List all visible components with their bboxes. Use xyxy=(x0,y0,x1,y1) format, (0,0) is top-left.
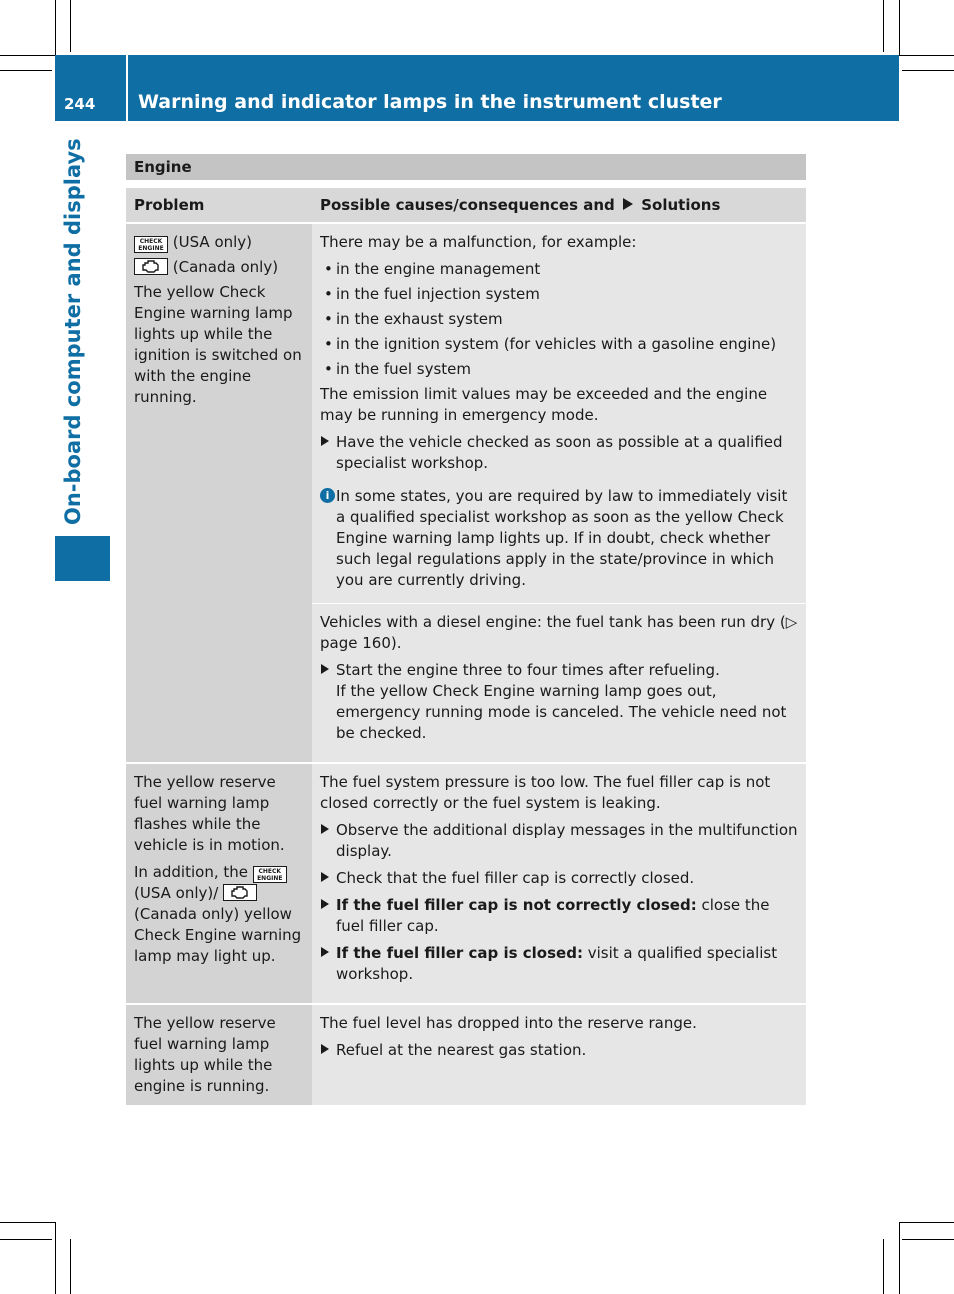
header-divider xyxy=(126,55,128,121)
step-arrow-icon xyxy=(321,824,329,834)
crop-mark xyxy=(883,0,884,52)
action-step: Start the engine three to four times after refueling. If the yellow Check Engine warning lamp goes out, emergency running mode is canceled. The vehicle need not be checked. xyxy=(320,660,798,744)
crop-mark xyxy=(55,1222,56,1294)
crop-mark xyxy=(899,0,900,55)
list-item: • in the exhaust system xyxy=(324,310,503,328)
solution-arrow-icon xyxy=(623,198,633,210)
page-title: Warning and indicator lamps in the instrument cluster xyxy=(138,91,722,113)
crop-mark xyxy=(899,55,954,56)
crop-mark xyxy=(899,1222,954,1223)
side-tab-label: On-board computer and displays xyxy=(61,138,85,525)
crop-mark xyxy=(0,1222,55,1223)
list-item: • in the engine management xyxy=(324,260,541,278)
column-header-problem: Problem xyxy=(134,196,205,214)
crop-mark xyxy=(0,55,55,56)
crop-mark xyxy=(883,1239,884,1294)
step-arrow-icon xyxy=(321,947,329,957)
engine-icon xyxy=(134,258,168,275)
step-arrow-icon xyxy=(321,664,329,674)
solution-cell xyxy=(312,764,806,1003)
crop-mark xyxy=(70,0,71,52)
solution-block: The fuel system pressure is too low. The fuel filler cap is not closed correctly or the fuel system is leaking. Observe the additional display messages in the multifunction display. Check that the fuel filler cap is correctly closed. If the fuel filler cap is not correctly closed: close the fuel filler cap. If the fuel filler cap is closed: visit a qualified specialist workshop. xyxy=(320,773,798,983)
solution-block: Vehicles with a diesel engine: the fuel tank has been run dry (▷ page 160). Start the engine three to four times after refueling. If the yellow Check Engine warning lamp goes out, emergency running mode is canceled. The vehicle need not be checked. xyxy=(312,603,806,762)
action-step: Have the vehicle checked as soon as possible at a qualified specialist workshop. xyxy=(320,432,798,474)
list-item: • in the ignition system (for vehicles with a gasoline engine) xyxy=(324,335,777,353)
crop-mark xyxy=(0,1239,52,1240)
solution-cell xyxy=(312,1005,806,1105)
step-arrow-icon xyxy=(321,436,329,446)
step-arrow-icon xyxy=(321,1044,329,1054)
problem-cell: The yellow reserve fuel warning lamp flashes while the vehicle is in motion. In addition, the CHECK ENGINE (USA only)/ (Canada only) yellow Check Engine warning lamp may light up. xyxy=(126,764,312,1003)
action-step: Refuel at the nearest gas station. xyxy=(320,1040,798,1061)
warning-lamps-table xyxy=(126,154,806,1105)
info-note: i In some states, you are required by law to immediately visit a qualified specialist workshop as soon as the yellow Check Engine warning lamp lights up. If in doubt, check whether such legal regulations apply in the state/province in which you are currently driving. xyxy=(320,486,798,591)
check-engine-icon: CHECK ENGINE xyxy=(253,866,287,883)
table-row xyxy=(126,762,806,1003)
engine-icon xyxy=(223,884,257,901)
action-step: If the fuel filler cap is not correctly closed: close the fuel filler cap. xyxy=(320,895,798,937)
solution-block: There may be a malfunction, for example: • in the engine management • in the fuel injection system • in the exhaust system • in the ignition system (for vehicles with a gasoline engine) • in the fuel system The emission limit values may be exceeded and the engine may be running in emergency mode. Have the vehicle checked as soon as possible at a qualified specialist workshop. i In some states, you are required by law to immediately visit a qualified specialist workshop as soon as the yellow Check Engine warning lamp lights up. If in doubt, check whether such legal regulations apply in the state/province in which you are currently driving. xyxy=(312,224,806,603)
solution-cell xyxy=(312,224,806,762)
column-headers xyxy=(126,188,806,222)
info-icon: i xyxy=(320,488,335,503)
action-step: Observe the additional display messages in the multifunction display. xyxy=(320,820,798,862)
section-header: Engine xyxy=(126,154,806,180)
side-tab-marker xyxy=(55,536,110,581)
crop-mark xyxy=(70,1239,71,1294)
action-step: Check that the fuel filler cap is correctly closed. xyxy=(320,868,798,889)
table-row xyxy=(126,222,806,762)
table-row xyxy=(126,1003,806,1105)
action-step: If the fuel filler cap is closed: visit a qualified specialist workshop. xyxy=(320,943,798,985)
list-item: • in the fuel injection system xyxy=(324,285,540,303)
step-arrow-icon xyxy=(321,872,329,882)
crop-mark xyxy=(0,70,52,71)
problem-cell: The yellow reserve fuel warning lamp lights up while the engine is running. xyxy=(126,1005,312,1105)
crop-mark xyxy=(902,70,954,71)
check-engine-icon: CHECK ENGINE xyxy=(134,236,168,253)
list-item: • in the fuel system xyxy=(324,360,472,378)
crop-mark xyxy=(902,1239,954,1240)
solution-block: The fuel level has dropped into the reserve range. Refuel at the nearest gas station. xyxy=(312,1005,806,1079)
column-header-solutions: Possible causes/consequences and Solutions xyxy=(320,196,721,214)
problem-text: The yellow Check Engine warning lamp lights up while the ignition is switched on with the engine running. xyxy=(134,283,302,406)
problem-cell: CHECK ENGINE (USA only) (Canada only) The yellow Check Engine warning lamp lights up while the ignition is switched on with the engine running. xyxy=(126,224,312,762)
page-number: 244 xyxy=(64,95,96,113)
crop-mark xyxy=(899,1222,900,1294)
step-arrow-icon xyxy=(321,899,329,909)
crop-mark xyxy=(55,0,56,55)
